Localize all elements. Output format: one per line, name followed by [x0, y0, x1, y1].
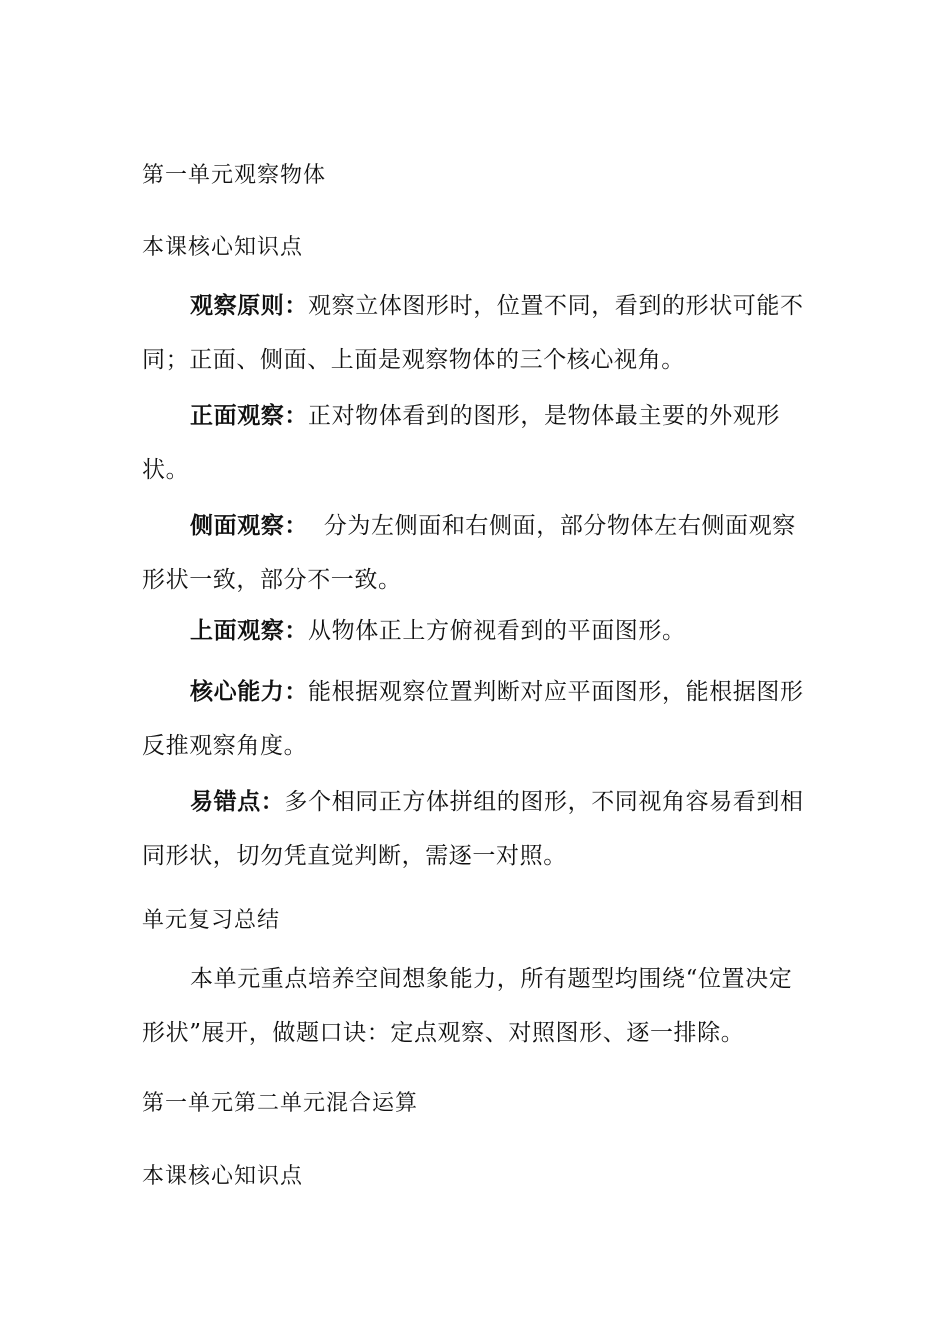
unit1-review-text: 本单元重点培养空间想象能力，所有题型均围绕“位置决定形状”展开，做题口诀：定点观察、对照图形、逐一排除。 — [142, 966, 793, 1046]
term-text: 观察立体图形时，位置不同，看到的形状可能不同；正面、侧面、上面是观察物体的三个核心视角。 — [142, 293, 804, 373]
term-text: 多个相同正方体拼组的图形，不同视角容易看到相同形状，切勿凭直觉判断，需逐一对照。 — [142, 789, 804, 869]
point-front-view — [142, 389, 807, 497]
point-top-view — [142, 604, 807, 658]
point-observation-principle — [142, 279, 807, 387]
unit1-title: 第一单元观察物体 — [142, 163, 327, 188]
point-common-mistakes — [142, 775, 807, 883]
term-text: 正对物体看到的图形，是物体最主要的外观形状。 — [142, 403, 780, 483]
term-text: 分为左侧面和右侧面，部分物体左右侧面观察 形状一致，部分不一致。 — [142, 513, 812, 593]
term-text: 能根据观察位置判断对应平面图形，能根据图形反推观察角度。 — [142, 679, 804, 759]
term-text: 从物体正上方俯视看到的平面图形。 — [308, 618, 686, 644]
unit1-review-heading: 单元复习总结 — [142, 908, 281, 933]
unit2-core-heading: 本课核心知识点 — [142, 1164, 304, 1189]
point-side-view — [142, 499, 812, 607]
term-label: 正面观察： — [190, 402, 308, 429]
term-label: 侧面观察： — [190, 512, 308, 539]
term-label: 核心能力： — [190, 678, 308, 705]
term-label: 观察原则： — [190, 292, 308, 319]
term-label: 易错点： — [190, 788, 285, 815]
unit1-core-heading: 本课核心知识点 — [142, 235, 304, 260]
point-core-ability — [142, 665, 807, 773]
term-label: 上面观察： — [190, 617, 308, 644]
unit2-title: 第一单元第二单元混合运算 — [142, 1091, 419, 1116]
